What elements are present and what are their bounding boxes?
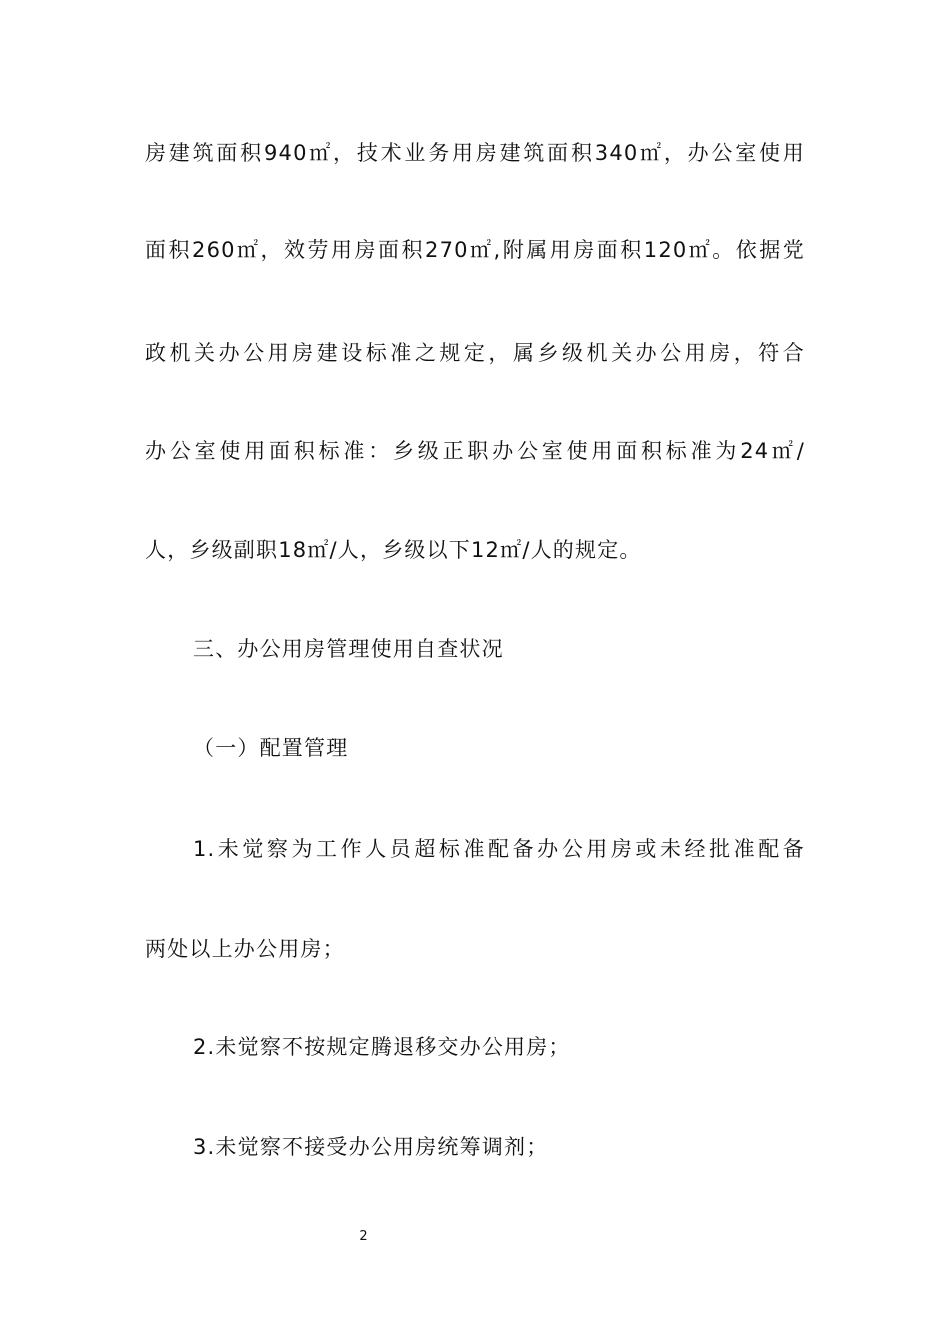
list-item: 1.未觉察为工作人员超标准配备办公用房或未经批准配备 (193, 837, 805, 861)
body-text-line: 人，乡级副职18㎡/人，乡级以下12㎡/人的规定。 (145, 538, 642, 562)
section-heading: 三、办公用房管理使用自查状况 (193, 637, 504, 661)
body-text-line: 房建筑面积940㎡，技术业务用房建筑面积340㎡，办公室使用 (145, 141, 805, 165)
list-item: 3.未觉察不接受办公用房统筹调剂； (193, 1135, 549, 1159)
body-text-line: 政机关办公用房建设标准之规定，属乡级机关办公用房，符合 (145, 341, 805, 365)
subsection-heading: （一）配置管理 (193, 736, 349, 760)
body-text-line: 办公室使用面积标准：乡级正职办公室使用面积标准为24㎡/ (145, 439, 805, 463)
page-number: 2 (359, 1229, 368, 1244)
list-item: 2.未觉察不按规定腾退移交办公用房； (193, 1035, 571, 1059)
body-text-line: 面积260㎡，效劳用房面积270㎡,附属用房面积120㎡。依据党 (145, 238, 805, 262)
list-item-continuation: 两处以上办公用房； (145, 937, 345, 961)
